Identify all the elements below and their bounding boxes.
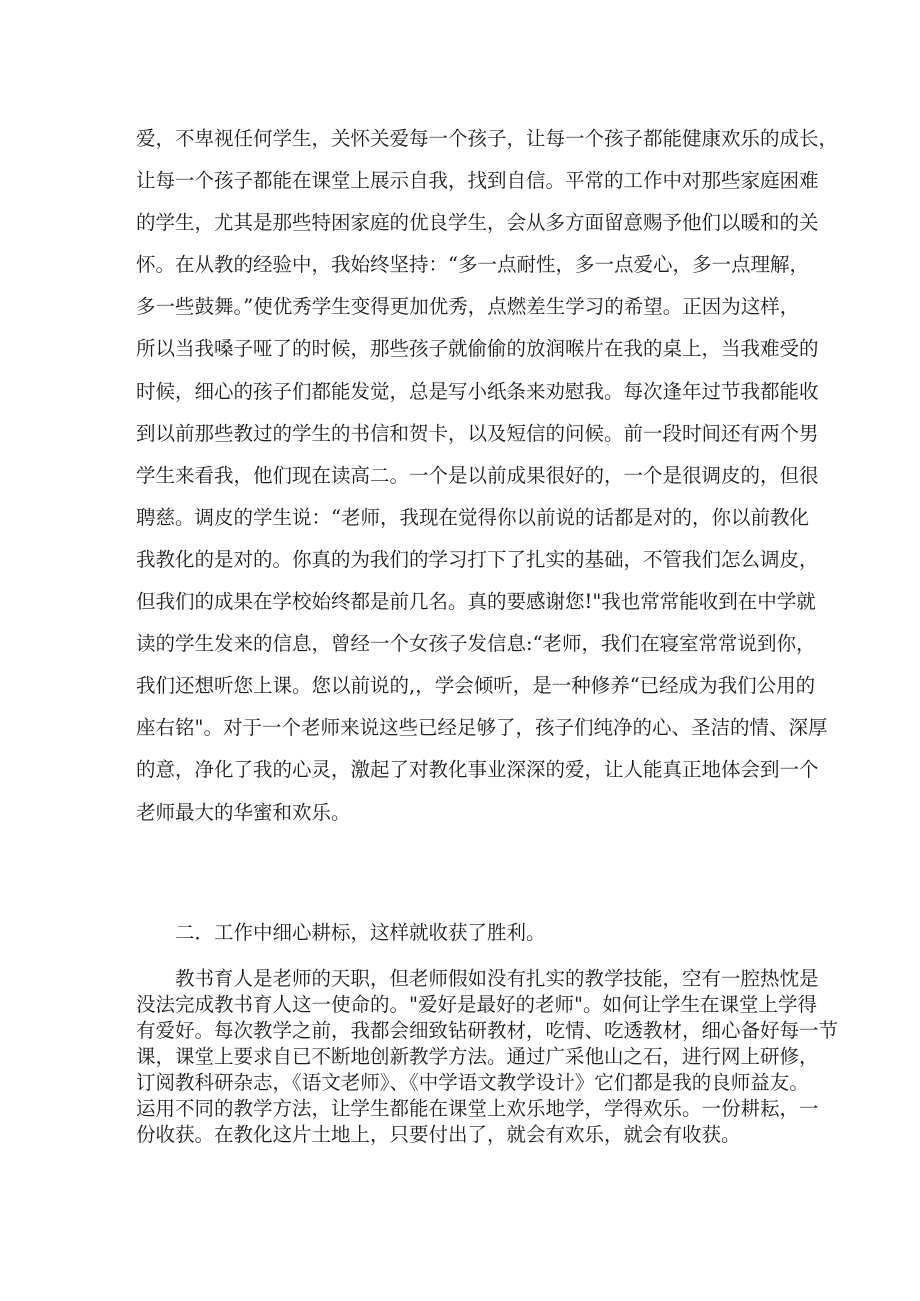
text-line: 但我们的成果在学校始终都是前几名。真的要感谢您!"我也常常能收到在中学就: [136, 590, 816, 614]
text-line: 订阅教科研杂志，《语文老师》、《中学语文教学设计》它们都是我的良师益友。: [136, 1071, 809, 1094]
text-line: 到以前那些教过的学生的书信和贺卡，以及短信的问候。前一段时间还有两个男: [136, 421, 819, 445]
section-heading: 二．工作中细心耕标，这样就收获了胜利。: [175, 921, 546, 944]
text-line: 爱，不卑视任何学生，关怀关爱每一个孩子，让每一个孩子都能健康欢乐的成长，: [136, 127, 839, 150]
text-line: 我们还想听您上课。您以前说的,，学会倾听，是一种修养“已经成为我们公用的: [136, 674, 816, 698]
paragraph-care-for-students: [136, 118, 839, 834]
text-line: 有爱好。每次教学之前，我都会细致钻研教材，吃情、吃透教材，细心备好每一节: [136, 1019, 839, 1042]
text-line: 聘慈。调皮的学生说：“老师，我现在觉得你以前说的话都是对的，你以前教化: [136, 505, 809, 529]
text-line: 的学生，尤其是那些特困家庭的优良学生，会从多方面留意赐予他们以暖和的关: [136, 211, 819, 235]
text-line: 学生来看我，他们现在读高二。一个是以前成果很好的，一个是很调皮的，但很: [136, 463, 819, 487]
text-line: 让每一个孩子都能在课堂上展示自我，找到自信。平常的工作中对那些家庭困难: [136, 169, 819, 193]
text-line: 我教化的是对的。你真的为我们的学习打下了扎实的基础，不管我们怎么调皮，: [136, 547, 819, 571]
paragraph-teaching-skills: [136, 966, 839, 1148]
text-line: 读的学生发来的信息，曾经一个女孩子发信息:“老师，我们在寝室常常说到你，: [136, 632, 816, 656]
text-line: 时候，细心的孩子们都能发觉，总是写小纸条来劝慰我。每次逢年过节我都能收: [136, 379, 819, 403]
text-line: 的意，净化了我的心灵，激起了对教化事业深深的爱，让人能真正地体会到一个: [136, 758, 819, 782]
text-line: 份收获。在教化这片土地上，只要付出了，就会有欢乐，就会有收获。: [136, 1123, 741, 1146]
text-line: 老师最大的华蜜和欢乐。: [136, 800, 351, 824]
text-line: 课，课堂上要求自已不断地创新教学方法。通过广采他山之石，进行网上研修，: [136, 1045, 819, 1068]
text-line: 教书育人是老师的天职，但老师假如没有扎实的教学技能，空有一腔热忱是: [175, 967, 819, 990]
text-line: 没法完成教书育人这一使命的。"爱好是最好的老师"。如何让学生在课堂上学得: [136, 993, 817, 1016]
text-line: 怀。在从教的经验中，我始终坚持：“多一点耐性，多一点爱心，多一点理解，: [136, 253, 809, 277]
text-line: 多一些鼓舞。”使优秀学生变得更加优秀，点燃差生学习的希望。正因为这样，: [136, 295, 800, 319]
text-line: 运用不同的教学方法，让学生都能在课堂上欢乐地学，学得欢乐。一份耕耘，一: [136, 1097, 819, 1120]
text-line: 所以当我嗓子哑了的时候，那些孩子就偷偷的放润喉片在我的桌上，当我难受的: [136, 337, 819, 361]
text-line: 座右铭"。对于一个老师来说这些已经足够了，孩子们纯净的心、圣洁的情、深厚: [136, 716, 828, 740]
